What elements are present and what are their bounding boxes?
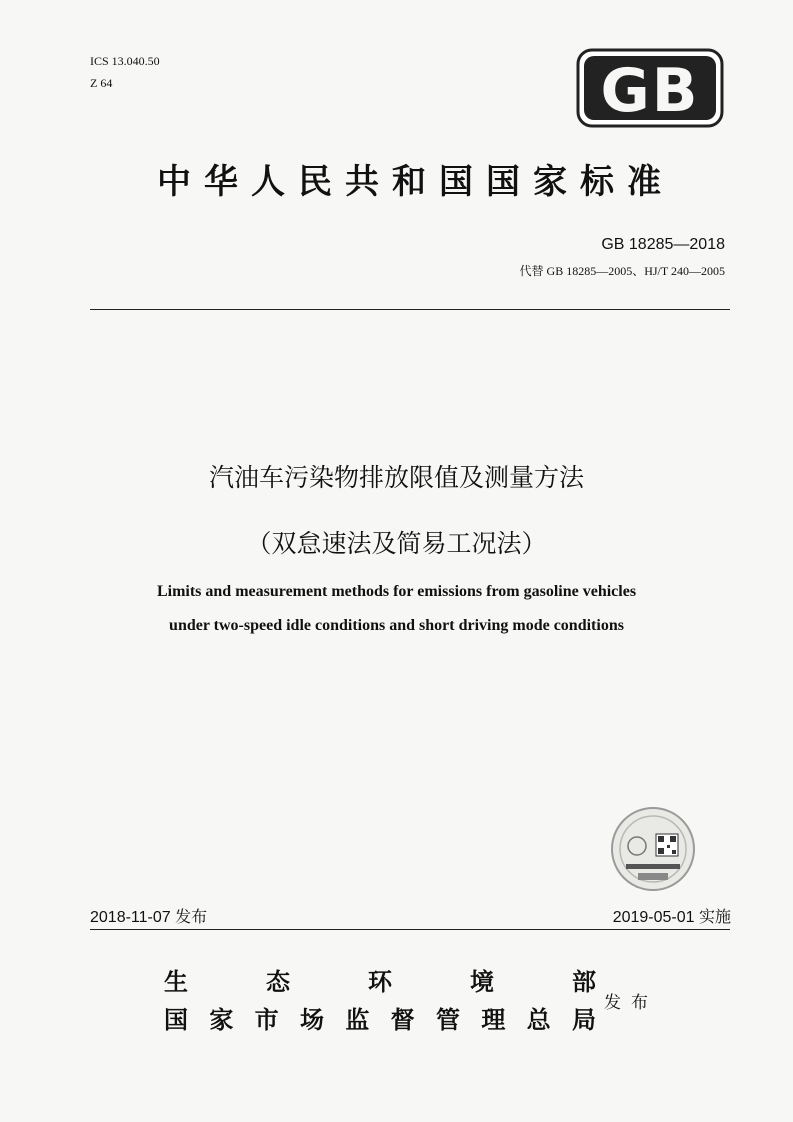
standard-number: GB 18285—2018: [601, 236, 725, 253]
classification-codes: [90, 50, 160, 94]
issue-date: 2018-11-07 发布: [90, 909, 208, 926]
title-en-line2: under two-speed idle conditions and short driving mode conditions: [169, 617, 624, 634]
implementation-date: 2019-05-01 实施: [612, 909, 731, 926]
anti-counterfeit-seal: [610, 806, 696, 892]
gb-logo: [576, 48, 724, 128]
header-divider: [90, 309, 730, 310]
publisher-samr: 国家市场监督管理总局: [164, 1005, 596, 1034]
title-en-line1: Limits and measurement methods for emissions from gasoline vehicles: [156, 583, 637, 600]
footer-divider: [90, 929, 730, 930]
title-cn-line2: （双怠速法及简易工况法）: [246, 529, 547, 558]
publisher-mee: 生态环境部: [164, 967, 596, 996]
ccs-code: Z 64: [90, 76, 113, 90]
replaces-standards: 代替 GB 18285—2005、HJ/T 240—2005: [519, 264, 725, 278]
ics-code: ICS 13.040.50: [90, 54, 160, 68]
svg-text:GB: GB: [600, 56, 700, 126]
title-cn-line1: 汽油车污染物排放限值及测量方法: [208, 463, 584, 492]
national-standard-title: 中华人民共和国国家标准: [157, 162, 674, 202]
publish-label: 发布: [604, 993, 658, 1013]
